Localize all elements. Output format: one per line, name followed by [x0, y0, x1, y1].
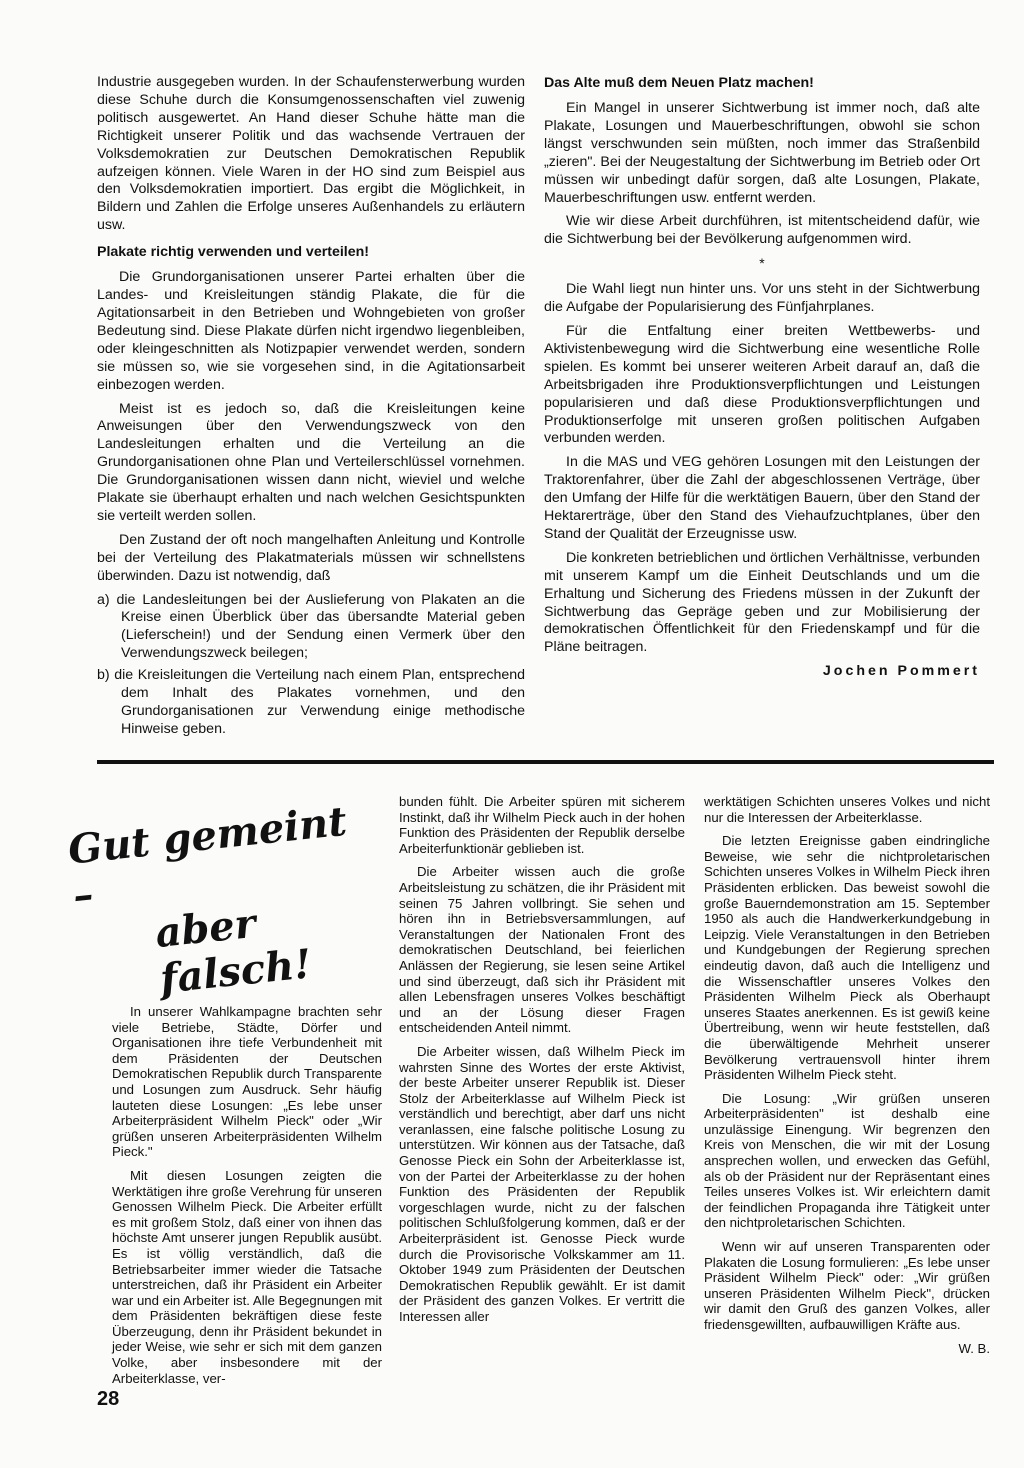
paragraph: Die Wahl liegt nun hinter uns. Vor uns steht in der Sichtwerbung die Aufgabe der Popularisierung des Fünfjahrplanes.: [544, 281, 980, 316]
article-headline: [66, 797, 384, 1011]
paragraph: werktätigen Schichten unseres Volkes und nicht nur die Interessen der Arbeiterklasse.: [704, 794, 990, 825]
lower-column-3: [704, 794, 990, 1356]
list-item-a: a) die Landesleitungen bei der Auslieferung von Plakaten an die Kreise einen Überblick über das übersandte Material geben (Lieferschein!) und der Sendung einen Vermerk über den Verwendungszweck beilegen;: [97, 591, 525, 662]
section-divider-rule: [97, 760, 994, 764]
section-separator-asterisk: *: [759, 255, 765, 272]
upper-left-column: [97, 74, 525, 743]
paragraph: Wie wir diese Arbeit durchführen, ist mitentscheidend dafür, wie die Sichtwerbung bei der Bevölkerung aufgenommen wird.: [544, 213, 980, 248]
paragraph: bunden fühlt. Die Arbeiter spüren mit sicherem Instinkt, daß ihr Wilhelm Pieck auch in der hohen Funktion des Präsidenten der Republik derselbe Arbeiterfunktionär geblieben ist.: [399, 794, 685, 856]
list-item-b: b) die Kreisleitungen die Verteilung nach einem Plan, entsprechend dem Inhalt des Plakates vornehmen, und den Grundorganisationen zur Verwendung einige methodische Hinweise geben.: [97, 667, 525, 737]
paragraph: Für die Entfaltung einer breiten Wettbewerbs- und Aktivistenbewegung wird die Sichtwerbung eine wesentliche Rolle spielen. Es kommt bei unserer weiteren Arbeit darauf an, daß die Arbeitsbrigaden ihre Produktionsverpflichtungen und Leistungen popularisieren und daß diese Produktionsverpflichtungen und Produktionserfolge mit unseren großen politischen Aufgaben verbunden werden.: [544, 322, 980, 447]
page-number: 28: [97, 1388, 120, 1410]
headline-line-1: Gut gemeint –: [65, 797, 349, 920]
paragraph: Die letzten Ereignisse gaben eindringliche Beweise, wie sehr die nichtproletarischen Schichten unseres Volkes in Wilhelm Pieck ihren Präsidenten erblicken. Das beweist sowohl die große Bauerndemonstration am 15. September 1950 als auch die Handwerkerkundgebung in Leipzig. Viele Veranstaltungen in den Betrieben und Kundgebungen der Regierung sprechen eindeutig davon, daß auch die Intelligenz und die Wissenschaftler unseres Volkes den Präsidenten Wilhelm Pieck als Oberhaupt unseres Staates anerkennen. Es ist gewiß keine Übertreibung, wenn wir heute feststellen, daß die überwältigende Mehrheit unserer Bevölkerung vertrauensvoll hinter ihrem Präsidenten Wilhelm Pieck steht.: [704, 833, 990, 1083]
paragraph: Wenn wir auf unseren Transparenten oder Plakaten die Losung formulieren: „Es lebe unser Präsident Wilhelm Pieck" oder: „Wir grüßen unseren Präsidenten Wilhelm Pieck", drücken wir damit den Gruß des ganzen Volkes, aller friedensgewillten, aufbauwilligen Kräfte aus.: [704, 1239, 990, 1332]
paragraph: Ein Mangel in unserer Sichtwerbung ist immer noch, daß alte Plakate, Losungen und Mauerbeschriftungen, obwohl sie schon längst verschwunden sein müßten, noch immer das Straßenbild „zieren". Bei der Neugestaltung der Sichtwerbung im Betrieb oder Ort müssen wir unbedingt dafür sorgen, daß alte Losungen, Plakate, Mauerbeschriftungen usw. entfernt werden.: [544, 100, 980, 206]
paragraph: Den Zustand der oft noch mangelhaften Anleitung und Kontrolle bei der Verteilung des Plakatmaterials müssen wir schnellstens überwinden. Dazu ist notwendig, daß: [97, 531, 525, 584]
section-heading-plakate: Plakate richtig verwenden und verteilen!: [97, 244, 370, 261]
signature-line: [704, 1341, 990, 1357]
headline-line-2: aber falsch!: [153, 899, 314, 1003]
intro-paragraph: Industrie ausgegeben wurden. In der Schaufensterwerbung wurden diese Schuhe durch die Konsumgenossenschaften viel zuwenig politisch ausgewertet. An Hand dieser Schuhe hätte man die Richtigkeit unserer Politik und das wachsende Vertrauen der Volksdemokratien zur Deutschen Demokratischen Republik aufzeigen können. Viele Waren in der HO sind zum Beispiel aus den Volksdemokratien importiert. Das ergibt die Möglichkeit, in Bildern und Zahlen die Erfolge unseres Außenhandels zu erläutern usw.: [97, 74, 525, 234]
paragraph: Die Grundorganisationen unserer Partei erhalten über die Landes- und Kreisleitungen ständig Plakate, die für die Agitationsarbeit in den Betrieben und Wohngebieten von großer Bedeutung sind. Diese Plakate dürfen nicht irgendwo liegenbleiben, oder kleingeschnitten als Notizpapier verwendet werden, sondern sie müssen so, wie sie vorgesehen sind, in die Agitationsarbeit einbezogen werden.: [97, 269, 525, 393]
paragraph: Mit diesen Losungen zeigten die Werktätigen ihre große Verehrung für unseren Genossen Wilhelm Pieck. Die Arbeiter erfüllt es mit großem Stolz, daß einer von ihnen das höchste Amt unserer jungen Republik ausübt. Es ist völlig verständlich, daß die Betriebsarbeiter immer wieder die Tatsache unterstreichen, daß ihr Präsident ein Arbeiter war und ein Arbeiter ist. Alle Begegnungen mit dem Präsidenten bekräftigen diese feste Überzeugung, denn ihr Präsident bekundet in jeder Weise, wie sehr er sich mit dem ganzen Volke, aber insbesondere mit der Arbeiterklasse, ver-: [112, 1167, 382, 1386]
author-signature: Jochen Pommert: [822, 663, 980, 680]
author-initials: W. B.: [958, 1340, 990, 1356]
paragraph: In die MAS und VEG gehören Losungen mit den Leistungen der Traktorenfahrer, über die Zahl der abgeschlossenen Verträge, über den Umfang der Hilfe für die werktätigen Bauern, über den Stand der Hektarerträge, über den Stand des Viehaufzuchtplanes, über den Stand der Qualität der Erzeugnisse usw.: [544, 454, 980, 542]
paragraph: Meist ist es jedoch so, daß die Kreisleitungen keine Anweisungen über den Verwendungszweck von den Landesleitungen erhalten und die Verteilung an die Grundorganisationen ohne Plan und Verteilerschlüssel vornehmen. Die Grundorganisationen wissen dann nicht, wieviel und welche Plakate sie überhaupt erhalten und nach welchen Gesichtspunkten sie verteilt werden sollen.: [97, 400, 525, 524]
paragraph: Die Arbeiter wissen auch die große Arbeitsleistung zu schätzen, die ihr Präsident mit seinen 75 Jahren vollbringt. Sie sehen und hören ihn in Betriebsversammlungen, auf Veranstaltungen der Nationalen Front des demokratischen Deutschland, bei feierlichen Anlässen der Regierung, sie lesen seine Artikel und sind überzeugt, daß sich ihr Präsident mit allen Lebensfragen unseres Volkes beschäftigt und an der Lösung dieser Fragen entscheidenden Anteil nimmt.: [399, 864, 685, 1036]
lower-column-1: [112, 1004, 382, 1394]
paragraph: In unserer Wahlkampagne brachten sehr viele Betriebe, Städte, Dörfer und Organisationen ihre tiefe Verbundenheit mit dem Präsidenten der Deutschen Demokratischen Republik durch Transparente und Losungen zum Ausdruck. Sehr häufig lauteten diese Losungen: „Es lebe unser Arbeiterpräsident Wilhelm Pieck" oder „Wir grüßen unseren Arbeiterpräsidenten Wilhelm Pieck.": [112, 1004, 382, 1160]
paragraph: Die Losung: „Wir grüßen unseren Arbeiterpräsidenten" ist deshalb eine unzulässige Einengung. Wir begrenzen den Kreis von Menschen, die wir mit der Losung ansprechen wollen, und erwecken das Gefühl, als ob der Präsident nur der Repräsentant eines Teiles unseres Volkes ist. Wir erleichtern damit der feindlichen Propaganda ihre Tätigkeit unter den nichtproletarischen Schichten.: [704, 1090, 990, 1231]
section-heading-alte: Das Alte muß dem Neuen Platz machen!: [544, 75, 814, 91]
paragraph: Die Arbeiter wissen, daß Wilhelm Pieck im wahrsten Sinne des Wortes der erste Aktivist, der beste Arbeiter unserer Republik ist. Dieser Stolz der Arbeiterklasse auf Wilhelm Pieck ist verständlich und berechtigt, aber darf uns nicht veranlassen, eine falsche politische Losung zu unterstützen. Wir können aus der Tatsache, daß Genosse Pieck ein Sohn der Arbeiterklasse ist, von der Partei der Arbeiterklasse zu der hohen Funktion des Präsidenten der Republik vorgeschlagen wurde, nicht zu der falschen politischen Schlußfolgerung kommen, daß er der Arbeiterpräsident ist. Genosse Pieck wurde durch die Provisorische Volkskammer am 11. Oktober 1949 zum Präsidenten der Deutschen Demokratischen Republik gewählt. Er ist damit der Präsident des ganzen Volkes. Er vertritt die Interessen aller: [399, 1043, 685, 1324]
paragraph: Die konkreten betrieblichen und örtlichen Verhältnisse, verbunden mit unserem Kampf um die Einheit Deutschlands und um die Erhaltung und Sicherung des Friedens müssen in der Zukunft der Sichtwerbung das Gepräge geben und zur Mobilisierung der demokratischen Öffentlichkeit für den Friedenskampf und für die Pläne beitragen.: [544, 549, 980, 656]
requirements-list: [97, 592, 525, 739]
upper-right-column: [544, 74, 980, 681]
lower-column-2: [399, 794, 685, 1333]
